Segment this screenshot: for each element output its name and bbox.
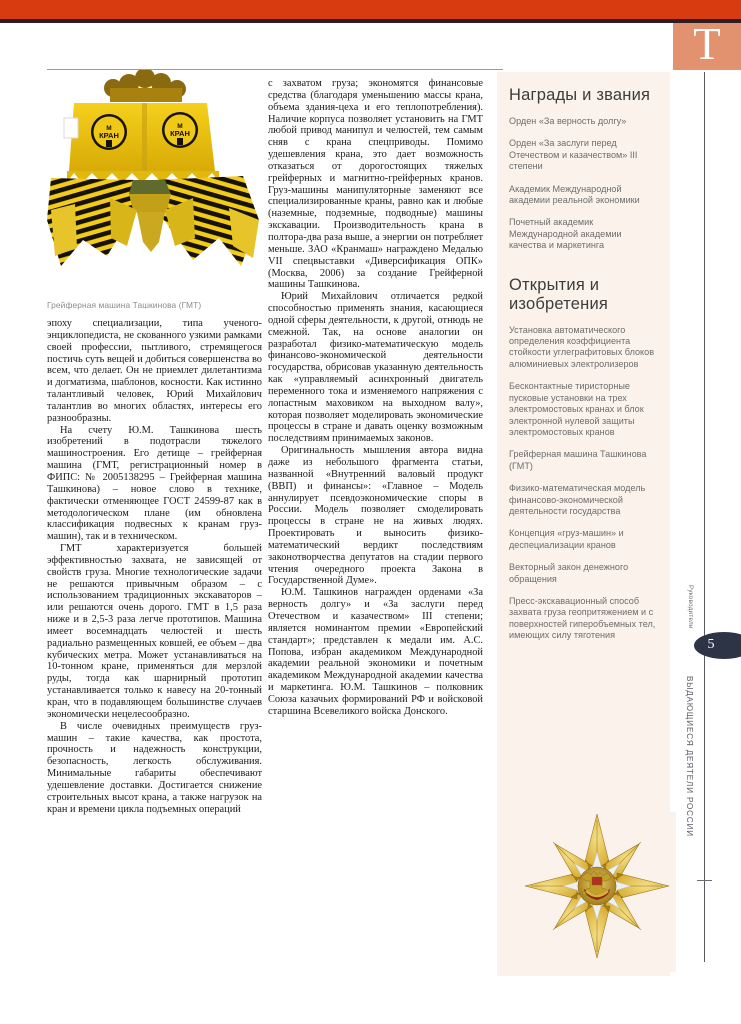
sidebar-item-discovery: Векторный закон денежного обращения	[509, 562, 629, 584]
svg-text:КРАН: КРАН	[99, 131, 119, 140]
paragraph: На счету Ю.М. Ташкинова шесть изобретений в подотрасли тяжелого машиностроения. Его детище – грейферная машина (ГМТ, регистрационный номер в ФИПС: № 2005138295 – Грейферная машина Ташкинова) – новое слово в технике, фактически отменяющее ГОСТ 24599-87 как в методологическом плане (им обновлена классификация подвесных к кранам груз-машин), так и в техническом.	[47, 424, 262, 543]
body-column-right	[268, 78, 483, 718]
svg-text:КРАН: КРАН	[170, 129, 190, 138]
paragraph: В числе очевидных преимуществ груз-машин – такие качества, как простота, прочность и надежность конструкции, безопасность, легкость обслуживания. Минимальные габариты обеспечивают удешевление доставки. Достигается снижение строительных высот крана, а также нагрузок на кран и времени цикла подъемных операций	[47, 720, 262, 815]
page-number: 5	[707, 637, 715, 652]
grapple-machine-photo	[47, 70, 262, 295]
sidebar-item-award: Орден «За заслуги перед Отечеством и казачеством» III степени	[509, 138, 638, 172]
paragraph: Юрий Михайлович отличается редкой способностью применять знания, касающиеся одной сферы деятельности, к другой, отнюдь не смежной. Так, на основе аналогии он разработал физико-математическую модель финансово-экономической деятельности государства, обрисовав указанную деятельность как «управляемый асинхронный двигатель переменного тока и изменяемого напряжения с лопастным маховиком на выходном валу», которая позволяет моделировать экономические процессы в стране и давать оценку возможным последствиям принимаемых законов.	[268, 291, 483, 445]
sidebar-item-discovery: Физико-математическая модель финансово-экономической деятельности государства	[509, 483, 646, 516]
margin-tick-rule	[697, 880, 712, 881]
sidebar-item-discovery: Установка автоматического определения коэффициента стойкости углеграфитовых блоков алюминиевых электролизеров	[509, 324, 655, 369]
figure-caption: Грейферная машина Ташкинова (ГМТ)	[47, 300, 202, 310]
paragraph: с захватом груза; экономятся финансовые средства (благодаря уменьшению массы крана, объема здания-цеха и его теплопотребления). Наличие корпуса позволяет установить на ГМТ любой привод манипул и челюстей, тем самым сняв с крана спецприводы. Помимо удешевления крана, это дает возможность отказаться от дорогостоящих тяжелых грейферных и магнитно-грейферных кранов. Груз-машины манипуляторные заменяют все специализированные краны, равно как и любые (наземные, подземные, подводные) машины экскавации. Производительность крана в полтора-два раза выше, а энергии он потребляет меньше. ЗАО «Кранмаш» награждено Медалью VII спецвыставки «Диверсификация ОПК» (Москва, 2006) за создание Грейферной машины Ташкинова.	[268, 78, 483, 291]
sidebar-item-discovery: Грейферная машина Ташкинова (ГМТ)	[509, 449, 647, 471]
drop-cap-block	[673, 19, 741, 70]
grapple-machine-illustration	[47, 70, 262, 295]
sidebar-item-award: Академик Международной академии реальной экономики	[509, 183, 640, 206]
paragraph: ГМТ характеризуется большей эффективностью захвата, не зависящей от свойств груза. Многие технологические задачи не решаются привычным образом – с использованием традиционных экскаваторов – или решаются очень дорого. ГМТ в 1,5 раза ниже и в 2,5-3 раза легче прототипов. Машина имеет восемнадцать челюстей и шесть радиально размещенных ковшей, ее объем – два кубических метра. Может устанавливаться на 10-тонном кране, применяться для мерзлой руды, тогда как шарнирный прототип устанавливается только к навесу на 20-тонный кран, что в подавляющем большинстве случаев экономически нецелесообразно.	[47, 543, 262, 720]
sidebar-item-discovery: Пресс-экскавационный способ захвата груза геопритяжением и с поверхностей гиперобъемных тел, имеющих силу тяготения	[509, 595, 656, 641]
paragraph: Оригинальность мышления автора видна даже из небольшого фрагмента статьи, названной «Внутренний валовый продукт (ВВП) и финансы»: «Главное – Модель аннулирует псевдоэкономические споры в России. Модель позволяет смоделировать процессы в стране не на живых людях. Проектировать и выносить физико-математический вердикт последствиям законотворчества депутатов на стадии первого чтения очередного проекта Закона в Государственной Думе».	[268, 445, 483, 587]
sidebar-content	[509, 72, 659, 653]
svg-text:М: М	[106, 125, 112, 132]
sidebar-item-award: Почетный академик Международной академии качества и маркетинга	[509, 217, 622, 251]
drop-cap-letter: Т	[693, 19, 721, 69]
paragraph: эпоху специализации, типа ученого-энциклопедиста, не скованного узкими рамками своей профессии, пытливого, стремящегося постичь суть вещей и добиться совершенства во всем, что делает. Он не приемлет дилетантизма и догматизма, шаблонов, косности. Как истинно талантливый человек, Юрий Михайлович талантлив во многих областях, интересы его разнообразны.	[47, 318, 262, 424]
sidebar-item-discovery: Концепция «груз-машин» и деспециализации кранов	[509, 528, 624, 550]
page-number-badge	[694, 632, 741, 659]
right-vertical-rule	[704, 72, 705, 962]
sidebar-item-discovery: Бесконтактные тиристорные пусковые установки на трех электромостовых кранах и блок электронной нулевой защиты электромостовых кранов	[509, 381, 644, 437]
sidebar-heading-discoveries: Открытия и изобретения	[509, 275, 609, 313]
sidebar-item-award: Орден «За верность долгу»	[509, 116, 627, 126]
top-orange-bar	[0, 0, 741, 19]
top-dark-rule	[0, 19, 741, 23]
sidebar-heading-awards: Награды и звания	[509, 86, 651, 104]
margin-section-label: Руководители	[687, 585, 694, 629]
svg-text:М: М	[177, 123, 183, 130]
body-column-left	[47, 318, 262, 815]
order-star-illustration	[518, 812, 676, 972]
order-star-medal-image	[518, 812, 676, 972]
paragraph: Ю.М. Ташкинов награжден орденами «За верность долгу» и «За заслуги перед Отечеством и казачеством» III степени; является номинантом премии «Европейский стандарт»; представлен к медали им. А.С. Попова, избран академиком Международной академии реальной экономики и почетным академиком Международной академии качества и маркетинга. Ю.М. Ташкинов – полковник Союза казачьих формирований РФ и войсковой старшина Всевеликого войска Донского.	[268, 587, 483, 717]
margin-series-title: ВЫДАЮЩИЕСЯ ДЕЯТЕЛИ РОССИИ	[685, 676, 694, 837]
